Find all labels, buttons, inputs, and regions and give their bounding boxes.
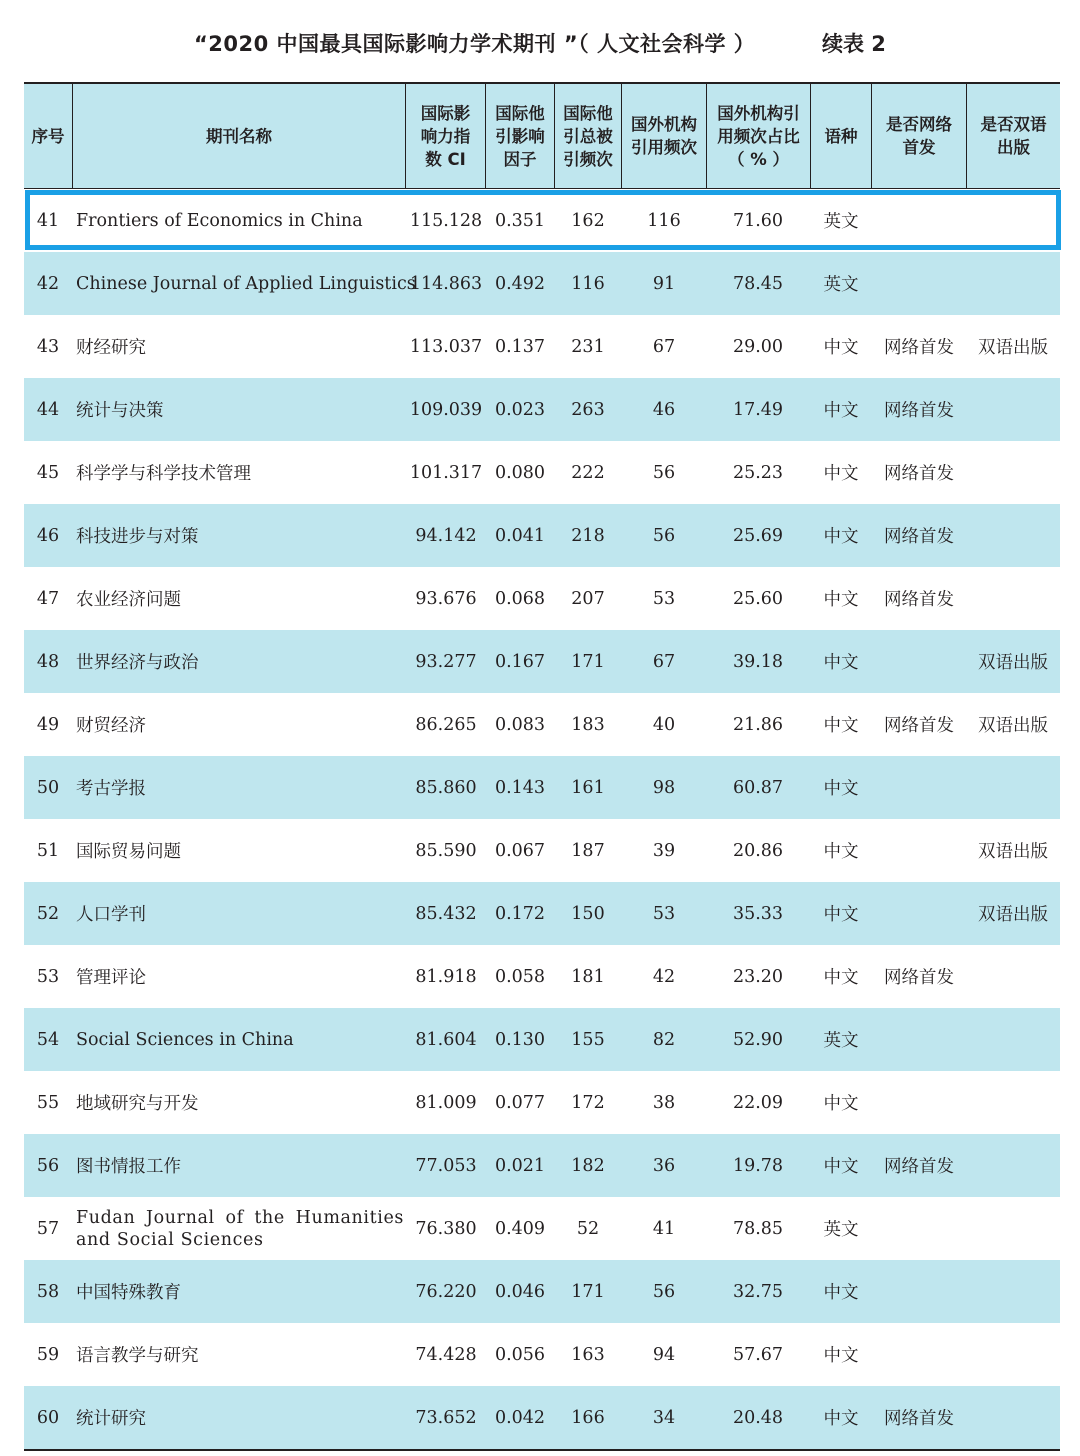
foreign-percent-value: 17.49 <box>732 399 784 420</box>
online-first-value: 网络首发 <box>884 590 954 610</box>
impact-factor-value: 0.137 <box>494 336 546 357</box>
header-language: 语种 <box>824 126 858 146</box>
journal-name: 世界经济与政治 <box>76 653 199 673</box>
row-number: 58 <box>36 1281 60 1302</box>
language-value: 中文 <box>823 527 859 547</box>
ci-value: 81.918 <box>415 966 477 987</box>
total-citations-value: 181 <box>571 966 605 987</box>
foreign-citations-value: 46 <box>652 399 676 420</box>
impact-factor-value: 0.409 <box>494 1218 546 1239</box>
online-first-value: 网络首发 <box>884 1409 954 1429</box>
header-no: 序号 <box>31 126 65 146</box>
journal-name: 财经研究 <box>76 338 146 358</box>
table-row <box>24 693 1060 756</box>
total-citations-value: 263 <box>571 399 605 420</box>
journal-name: 财贸经济 <box>76 716 146 736</box>
impact-factor-value: 0.042 <box>494 1407 546 1428</box>
language-value: 中文 <box>823 1409 859 1429</box>
impact-factor-value: 0.021 <box>494 1155 546 1176</box>
foreign-citations-value: 56 <box>652 1281 676 1302</box>
total-citations-value: 161 <box>571 777 605 798</box>
selection-highlight <box>25 190 1061 250</box>
ci-value: 113.037 <box>409 336 483 357</box>
online-first-value <box>872 1197 966 1260</box>
bilingual-value: 双语出版 <box>978 842 1048 862</box>
foreign-percent-value: 78.85 <box>732 1218 784 1239</box>
ci-value: 76.220 <box>415 1281 477 1302</box>
journal-name: Fudan Journal of the Humanities and Social Sciences <box>76 1207 404 1250</box>
online-first-value <box>872 756 966 819</box>
table-row <box>24 441 1060 504</box>
total-citations-value: 155 <box>571 1029 605 1050</box>
ci-value: 93.277 <box>415 651 477 672</box>
ci-value: 81.604 <box>415 1029 477 1050</box>
row-number: 52 <box>36 903 60 924</box>
header-impact-factor: 国际他 引影响 因子 <box>495 103 545 169</box>
ci-value: 86.265 <box>415 714 477 735</box>
foreign-percent-value: 29.00 <box>732 336 784 357</box>
foreign-citations-value: 91 <box>652 273 676 294</box>
table-row <box>24 1008 1060 1071</box>
total-citations-value: 52 <box>576 1218 600 1239</box>
impact-factor-value: 0.023 <box>494 399 546 420</box>
language-value: 中文 <box>823 1283 859 1303</box>
header-foreign-citations: 国外机构 引用频次 <box>631 115 697 157</box>
table-row <box>24 315 1060 378</box>
ci-value: 85.432 <box>415 903 477 924</box>
bilingual-value <box>966 1071 1060 1134</box>
impact-factor-value: 0.130 <box>494 1029 546 1050</box>
foreign-citations-value: 67 <box>652 336 676 357</box>
journal-name: Social Sciences in China <box>76 1029 294 1050</box>
language-value: 中文 <box>823 401 859 421</box>
language-value: 中文 <box>823 1346 859 1366</box>
impact-factor-value: 0.077 <box>494 1092 546 1113</box>
row-number: 60 <box>36 1407 60 1428</box>
row-number: 48 <box>36 651 60 672</box>
row-number: 46 <box>36 525 60 546</box>
total-citations-value: 182 <box>571 1155 605 1176</box>
total-citations-value: 171 <box>571 651 605 672</box>
journal-name: 语言教学与研究 <box>76 1346 199 1366</box>
table-row <box>24 1134 1060 1197</box>
journal-name: 国际贸易问题 <box>76 842 181 862</box>
foreign-citations-value: 53 <box>652 588 676 609</box>
online-first-value: 网络首发 <box>884 401 954 421</box>
impact-factor-value: 0.068 <box>494 588 546 609</box>
foreign-percent-value: 71.60 <box>732 210 784 231</box>
bilingual-value <box>966 441 1060 504</box>
row-number: 45 <box>36 462 60 483</box>
foreign-citations-value: 42 <box>652 966 676 987</box>
table-row <box>24 630 1060 693</box>
table-row <box>24 504 1060 567</box>
foreign-percent-value: 52.90 <box>732 1029 784 1050</box>
foreign-percent-value: 22.09 <box>732 1092 784 1113</box>
journal-name: 考古学报 <box>76 779 146 799</box>
table-row <box>24 1197 1060 1260</box>
total-citations-value: 172 <box>571 1092 605 1113</box>
foreign-citations-value: 94 <box>652 1344 676 1365</box>
language-value: 中文 <box>823 653 859 673</box>
ci-value: 73.652 <box>415 1407 477 1428</box>
table-row <box>24 882 1060 945</box>
language-value: 中文 <box>823 338 859 358</box>
header-ci: 国际影 响力指 数 CI <box>420 103 471 169</box>
ci-value: 101.317 <box>409 462 483 483</box>
journal-name: 统计研究 <box>76 1409 146 1429</box>
journal-name: Chinese Journal of Applied Linguistics <box>76 273 416 294</box>
journal-name: 人口学刊 <box>76 905 146 925</box>
table-row <box>24 1260 1060 1323</box>
journal-name: 地域研究与开发 <box>76 1094 199 1114</box>
language-value: 中文 <box>823 1094 859 1114</box>
impact-factor-value: 0.056 <box>494 1344 546 1365</box>
journal-name: 中国特殊教育 <box>76 1283 181 1303</box>
table-row <box>24 567 1060 630</box>
impact-factor-value: 0.067 <box>494 840 546 861</box>
foreign-citations-value: 41 <box>652 1218 676 1239</box>
foreign-percent-value: 32.75 <box>732 1281 784 1302</box>
total-citations-value: 116 <box>571 273 605 294</box>
bilingual-value: 双语出版 <box>978 338 1048 358</box>
journal-name: 科技进步与对策 <box>76 527 199 547</box>
language-value: 中文 <box>823 716 859 736</box>
total-citations-value: 183 <box>571 714 605 735</box>
table-caption <box>0 24 1080 64</box>
table-bottom-rule <box>24 1449 1060 1451</box>
total-citations-value: 187 <box>571 840 605 861</box>
foreign-citations-value: 67 <box>652 651 676 672</box>
foreign-percent-value: 78.45 <box>732 273 784 294</box>
online-first-value: 网络首发 <box>884 338 954 358</box>
ci-value: 85.590 <box>415 840 477 861</box>
language-value: 中文 <box>823 779 859 799</box>
header-name: 期刊名称 <box>206 126 272 146</box>
table-row <box>24 252 1060 315</box>
row-number: 41 <box>36 210 60 231</box>
bilingual-value <box>966 1323 1060 1386</box>
journal-name: 图书情报工作 <box>76 1157 181 1177</box>
language-value: 中文 <box>823 590 859 610</box>
impact-factor-value: 0.058 <box>494 966 546 987</box>
bilingual-value: 双语出版 <box>978 653 1048 673</box>
foreign-percent-value: 60.87 <box>732 777 784 798</box>
impact-factor-value: 0.492 <box>494 273 546 294</box>
continued-label: 续表 2 <box>822 32 886 56</box>
bilingual-value: 双语出版 <box>978 905 1048 925</box>
language-value: 中文 <box>823 968 859 988</box>
row-number: 55 <box>36 1092 60 1113</box>
online-first-value: 网络首发 <box>884 1157 954 1177</box>
bilingual-value <box>966 1197 1060 1260</box>
foreign-citations-value: 116 <box>647 210 681 231</box>
row-number: 49 <box>36 714 60 735</box>
ci-value: 94.142 <box>415 525 477 546</box>
online-first-value <box>872 1008 966 1071</box>
table-row <box>24 1323 1060 1386</box>
header-bilingual: 是否双语 出版 <box>980 115 1047 157</box>
foreign-citations-value: 56 <box>652 462 676 483</box>
foreign-percent-value: 57.67 <box>732 1344 784 1365</box>
table-row <box>24 1071 1060 1134</box>
impact-factor-value: 0.083 <box>494 714 546 735</box>
foreign-citations-value: 98 <box>652 777 676 798</box>
online-first-value <box>872 1071 966 1134</box>
online-first-value <box>872 252 966 315</box>
total-citations-value: 218 <box>571 525 605 546</box>
row-number: 42 <box>36 273 60 294</box>
row-number: 53 <box>36 966 60 987</box>
total-citations-value: 171 <box>571 1281 605 1302</box>
row-number: 43 <box>36 336 60 357</box>
bilingual-value <box>966 1260 1060 1323</box>
table-row <box>24 1386 1060 1449</box>
bilingual-value <box>966 945 1060 1008</box>
online-first-value: 网络首发 <box>884 527 954 547</box>
language-value: 英文 <box>823 212 859 232</box>
impact-factor-value: 0.046 <box>494 1281 546 1302</box>
table-row <box>24 378 1060 441</box>
header-foreign-percent: 国外机构引 用频次占比 （ % ） <box>717 103 800 169</box>
language-value: 英文 <box>823 275 859 295</box>
foreign-percent-value: 39.18 <box>732 651 784 672</box>
online-first-value <box>872 1323 966 1386</box>
impact-factor-value: 0.143 <box>494 777 546 798</box>
foreign-percent-value: 23.20 <box>732 966 784 987</box>
online-first-value <box>872 882 966 945</box>
online-first-value: 网络首发 <box>884 464 954 484</box>
foreign-citations-value: 39 <box>652 840 676 861</box>
ci-value: 74.428 <box>415 1344 477 1365</box>
bilingual-value <box>966 378 1060 441</box>
bilingual-value <box>966 567 1060 630</box>
foreign-percent-value: 35.33 <box>732 903 784 924</box>
ci-value: 85.860 <box>415 777 477 798</box>
bilingual-value <box>966 504 1060 567</box>
total-citations-value: 231 <box>571 336 605 357</box>
table-row <box>24 945 1060 1008</box>
row-number: 50 <box>36 777 60 798</box>
table-row <box>24 819 1060 882</box>
bilingual-value <box>966 252 1060 315</box>
ci-value: 115.128 <box>409 210 483 231</box>
online-first-value: 网络首发 <box>884 968 954 988</box>
bilingual-value: 双语出版 <box>978 716 1048 736</box>
ci-value: 81.009 <box>415 1092 477 1113</box>
language-value: 中文 <box>823 842 859 862</box>
total-citations-value: 207 <box>571 588 605 609</box>
foreign-percent-value: 25.23 <box>732 462 784 483</box>
language-value: 英文 <box>823 1031 859 1051</box>
table-row <box>24 756 1060 819</box>
impact-factor-value: 0.351 <box>494 210 546 231</box>
impact-factor-value: 0.080 <box>494 462 546 483</box>
language-value: 中文 <box>823 905 859 925</box>
impact-factor-value: 0.041 <box>494 525 546 546</box>
ci-value: 109.039 <box>409 399 483 420</box>
foreign-citations-value: 40 <box>652 714 676 735</box>
foreign-percent-value: 20.48 <box>732 1407 784 1428</box>
table-title: “2020 中国最具国际影响力学术期刊 ”（ 人文社会科学 ） <box>194 32 756 56</box>
language-value: 中文 <box>823 464 859 484</box>
bilingual-value <box>966 756 1060 819</box>
ci-value: 114.863 <box>409 273 483 294</box>
foreign-percent-value: 19.78 <box>732 1155 784 1176</box>
foreign-citations-value: 53 <box>652 903 676 924</box>
foreign-percent-value: 25.69 <box>732 525 784 546</box>
table-header <box>24 84 1060 188</box>
ci-value: 77.053 <box>415 1155 477 1176</box>
foreign-percent-value: 25.60 <box>732 588 784 609</box>
impact-factor-value: 0.167 <box>494 651 546 672</box>
journal-name: 统计与决策 <box>76 401 164 421</box>
total-citations-value: 222 <box>571 462 605 483</box>
ci-value: 76.380 <box>415 1218 477 1239</box>
foreign-citations-value: 38 <box>652 1092 676 1113</box>
row-number: 56 <box>36 1155 60 1176</box>
online-first-value <box>872 819 966 882</box>
foreign-citations-value: 56 <box>652 525 676 546</box>
foreign-citations-value: 36 <box>652 1155 676 1176</box>
row-number: 51 <box>36 840 60 861</box>
row-number: 54 <box>36 1029 60 1050</box>
online-first-value <box>872 1260 966 1323</box>
foreign-citations-value: 34 <box>652 1407 676 1428</box>
journal-name: 科学学与科学技术管理 <box>76 464 251 484</box>
header-total-citations: 国际他 引总被 引频次 <box>563 103 613 169</box>
foreign-percent-value: 20.86 <box>732 840 784 861</box>
bilingual-value <box>966 1008 1060 1071</box>
foreign-citations-value: 82 <box>652 1029 676 1050</box>
language-value: 中文 <box>823 1157 859 1177</box>
online-first-value: 网络首发 <box>884 716 954 736</box>
total-citations-value: 163 <box>571 1344 605 1365</box>
foreign-percent-value: 21.86 <box>732 714 784 735</box>
journal-name: 管理评论 <box>76 968 146 988</box>
total-citations-value: 162 <box>571 210 605 231</box>
row-number: 47 <box>36 588 60 609</box>
ci-value: 93.676 <box>415 588 477 609</box>
total-citations-value: 150 <box>571 903 605 924</box>
journal-name: 农业经济问题 <box>76 590 181 610</box>
row-number: 57 <box>36 1218 60 1239</box>
bilingual-value <box>966 1386 1060 1449</box>
bilingual-value <box>966 1134 1060 1197</box>
online-first-value <box>872 630 966 693</box>
impact-factor-value: 0.172 <box>494 903 546 924</box>
total-citations-value: 166 <box>571 1407 605 1428</box>
header-online-first: 是否网络 首发 <box>886 115 952 157</box>
language-value: 英文 <box>823 1220 859 1240</box>
journal-name: Frontiers of Economics in China <box>76 210 363 231</box>
row-number: 59 <box>36 1344 60 1365</box>
row-number: 44 <box>36 399 60 420</box>
